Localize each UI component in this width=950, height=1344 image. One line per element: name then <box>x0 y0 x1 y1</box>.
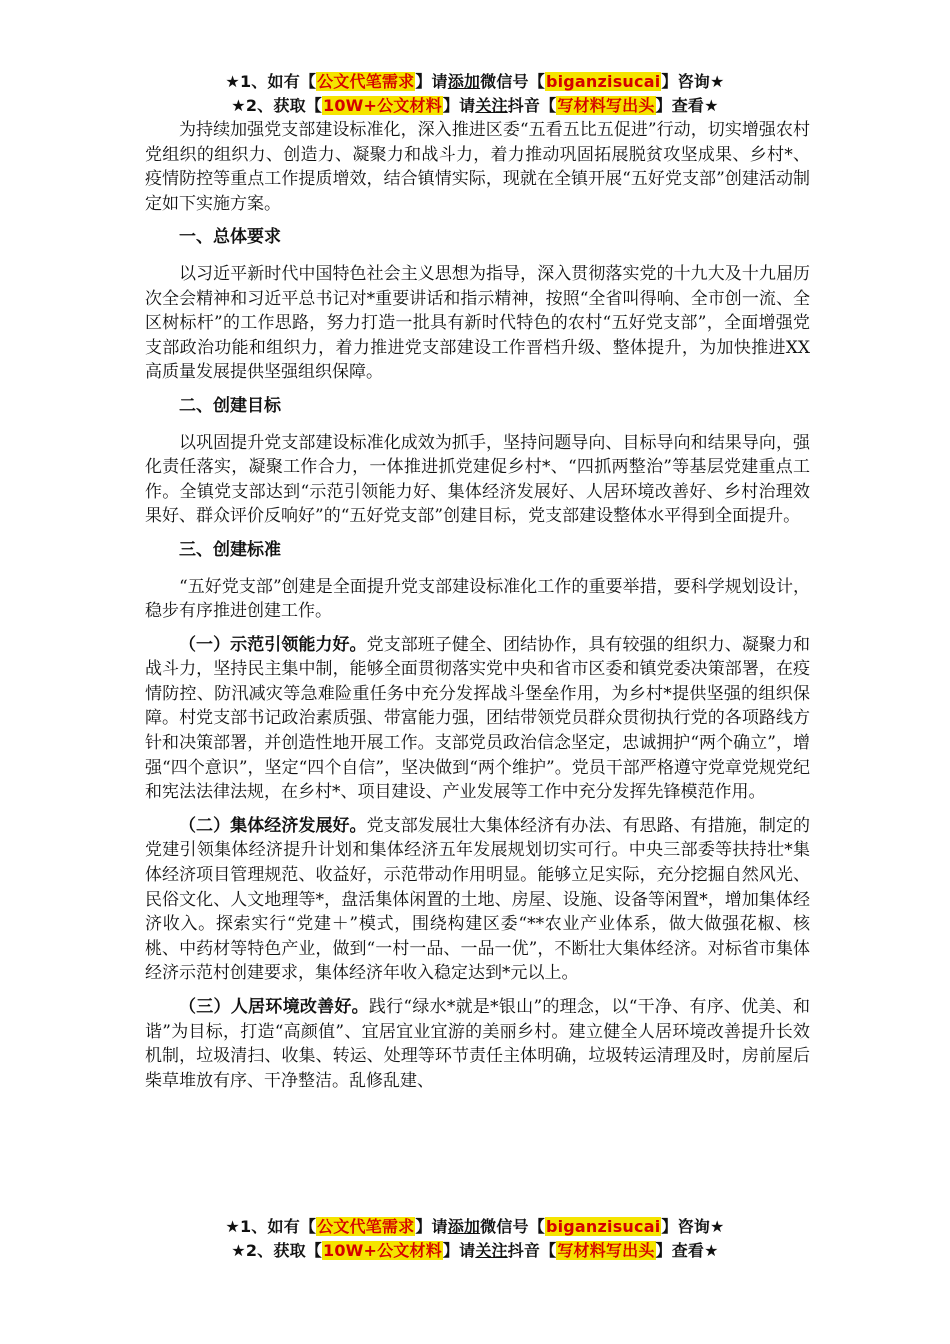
subsection-title: （一）示范引领能力好。 <box>179 634 367 655</box>
banner-highlight: 公文代笔需求 <box>317 1217 415 1236</box>
banner-line-1: ★1、如有【公文代笔需求】请添加微信号【biganzisucai】咨询★ <box>225 72 725 91</box>
banner-highlight: biganzisucai <box>545 72 661 91</box>
banner-highlight: 10W+公文材料 <box>322 1241 442 1260</box>
subsection-paragraph: （一）示范引领能力好。党支部班子健全、团结协作，具有较强的组织力、凝聚力和战斗力，坚持民主集中制，能够全面贯彻落实党中央和省市区委和镇党委决策部署，在疫情防控、防汛减灾等急难险重任务中充分发挥战斗堡垒作用，为乡村*提供坚强的组织保障。村党支部书记政治素质强、带富能力强，团结带领党员群众贯彻执行党的各项路线方针和决策部署，并创造性地开展工作。支部党员政治信念坚定，忠诚拥护“两个确立”，增强“四个意识”，坚定“四个自信”，坚决做到“两个维护”。党员干部严格遵守党章党规党纪和宪法法律法规，在乡村*、项目建设、产业发展等工作中充分发挥先锋模范作用。 <box>145 634 811 803</box>
section-heading: 一、总体要求 <box>179 227 281 248</box>
subsection-paragraph: （二）集体经济发展好。党支部发展壮大集体经济有办法、有思路、有措施，制定的党建引领集体经济提升计划和集体经济五年发展规划切实可行。中央三部委等扶持壮*集体经济项目管理规范、收益好，示范带动作用明显。能够立足实际，充分挖掘自然风光、民俗文化、人文地理等*，盘活集体闲置的土地、房屋、设施、设备等闲置*，增加集体经济收入。探索实行“党建＋”模式，围绕构建区委“**农业产业体系，做大做强花椒、核桃、中药材等特色产业，做到“一村一品、一品一优”，不断壮大集体经济。对标省市集体经济示范村创建要求，集体经济年收入稳定达到*元以上。 <box>145 815 811 984</box>
paragraph: “五好党支部”创建是全面提升党支部建设标准化工作的重要举措，要科学规划设计，稳步有序推进创建工作。 <box>145 576 810 622</box>
paragraph: 以习近平新时代中国特色社会主义思想为指导，深入贯彻落实党的十九大及十九届历次全会精神和习近平总书记对*重要讲话和指示精神，按照“全省叫得响、全市创一流、全区树标杆”的工作思路，努力打造一批具有新时代特色的农村“五好党支部”，全面增强党支部政治功能和组织力，着力推进党支部建设工作晋档升级、整体提升，为加快推进XX高质量发展提供坚强组织保障。 <box>145 263 810 383</box>
paragraph: 以巩固提升党支部建设标准化成效为抓手，坚持问题导向、目标导向和结果导向，强化责任落实，凝聚工作合力，一体推进抓党建促乡村*、“四抓两整治”等基层党建重点工作。全镇党支部达到“示范引领能力好、集体经济发展好、人居环境改善好、乡村治理效果好、群众评价反响好”的“五好党支部”创建目标，党支部建设整体水平得到全面提升。 <box>145 432 810 527</box>
banner-highlight: 写材料写出头 <box>557 96 655 115</box>
section-heading: 三、创建标准 <box>179 539 281 560</box>
banner-line-2: ★2、获取【10W+公文材料】请关注抖音【写材料写出头】查看★ <box>231 96 719 115</box>
banner-highlight: biganzisucai <box>545 1217 661 1236</box>
banner-line-1: ★1、如有【公文代笔需求】请添加微信号【biganzisucai】咨询★ <box>225 1217 725 1236</box>
subsection-paragraph: （三）人居环境改善好。践行“绿水*就是*银山”的理念，以“干净、有序、优美、和谐”为目标，打造“高颜值”、宜居宜业宜游的美丽乡村。建立健全人居环境改善提升长效机制，垃圾清扫、收集、转运、处理等环节责任主体明确，垃圾转运清理及时，房前屋后柴草堆放有序、干净整洁。乱修乱建、 <box>145 997 810 1091</box>
banner-line-2: ★2、获取【10W+公文材料】请关注抖音【写材料写出头】查看★ <box>231 1241 719 1260</box>
banner-highlight: 10W+公文材料 <box>322 96 442 115</box>
subsection-title: （二）集体经济发展好。 <box>179 815 367 836</box>
banner-highlight: 公文代笔需求 <box>317 72 415 91</box>
banner-highlight: 写材料写出头 <box>557 1241 655 1260</box>
document-body <box>145 118 810 1102</box>
section-heading: 二、创建目标 <box>179 395 281 416</box>
bottom-ad-banner <box>0 1215 950 1263</box>
top-ad-banner <box>0 70 950 118</box>
subsection-title: （三）人居环境改善好。 <box>179 997 369 1017</box>
intro-paragraph: 为持续加强党支部建设标准化，深入推进区委“五看五比五促进”行动，切实增强农村党组织的组织力、创造力、凝聚力和战斗力，着力推动巩固拓展脱贫攻坚成果、乡村*、疫情防控等重点工作提质增效，结合镇情实际，现就在全镇开展“五好党支部”创建活动制定如下实施方案。 <box>145 120 810 214</box>
